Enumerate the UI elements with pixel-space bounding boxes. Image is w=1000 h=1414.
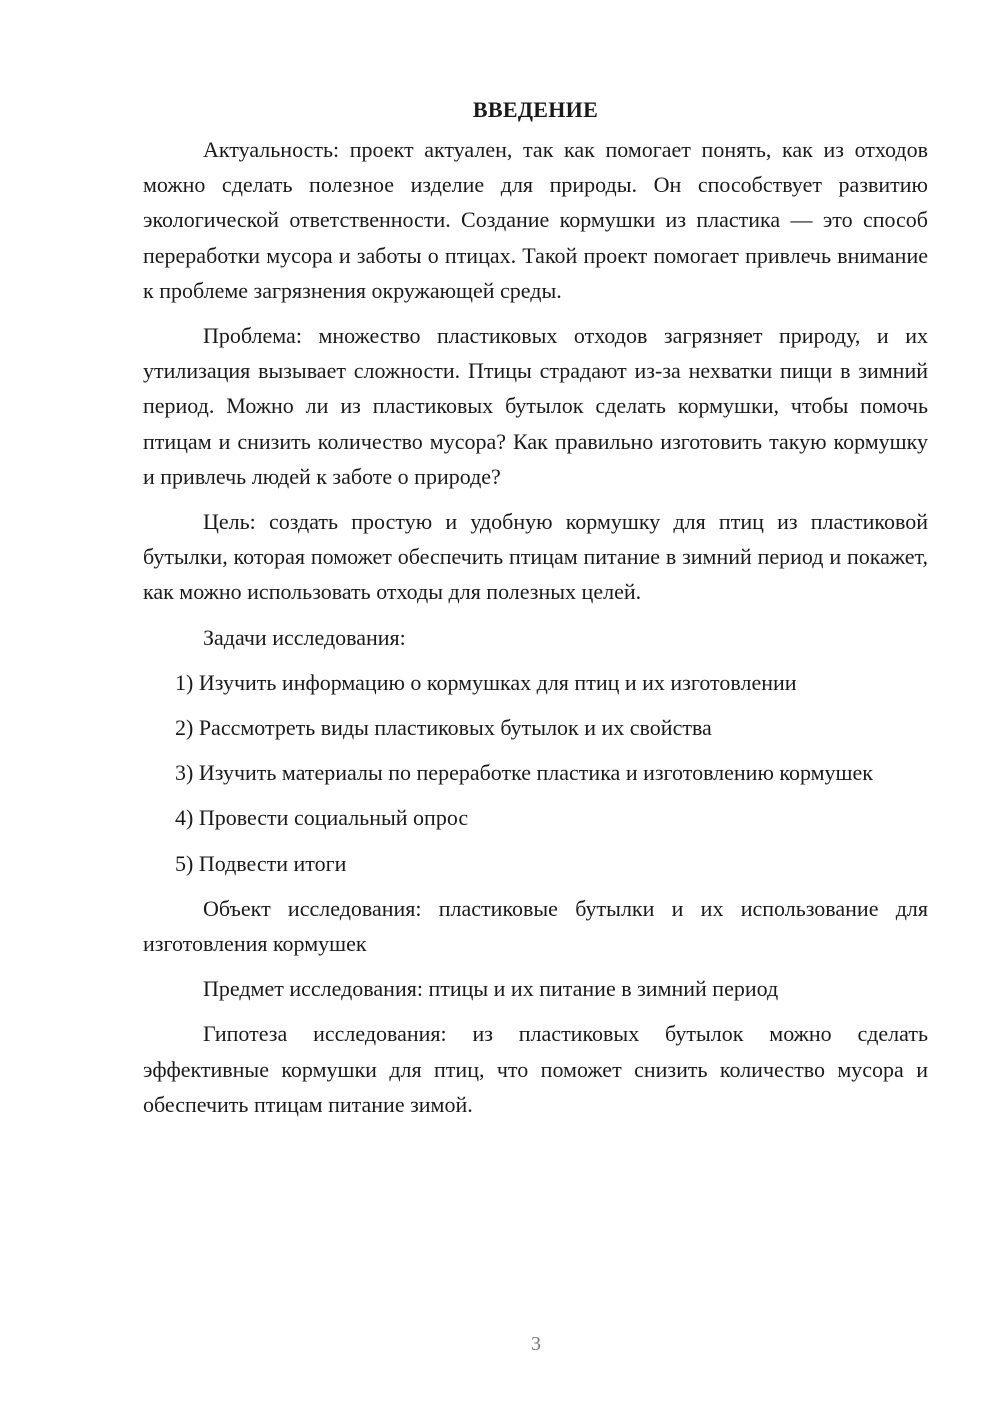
task-item-5: 5) Подвести итоги [175,850,347,876]
task-item-3: 3) Изучить материалы по переработке пластика и изготовлению кормушек [175,760,873,786]
task-item-2: 2) Рассмотреть виды пластиковых бутылок и их свойства [175,715,712,741]
goal-paragraph: Цель: создать простую и удобную кормушку для птиц из пластиковой бутылки, которая поможет обеспечить птицам питание в зимний период и покажет, как можно использовать отходы для полезных целей. [143,509,928,605]
relevance-paragraph: Актуальность: проект актуален, так как помогает понять, как из отходов можно сделать полезное изделие для природы. Он способствует развитию экологической ответственности. Создание кормушки из пластика — это способ переработки мусора и заботы о птицах. Такой проект помогает привлечь внимание к проблеме загрязнения окружающей среды. [143,137,928,303]
task-item-4: 4) Провести социальный опрос [175,805,469,831]
page-content [143,92,928,1132]
tasks-heading: Задачи исследования: [203,624,406,650]
section-title: ВВЕДЕНИЕ [472,97,599,122]
task-item-1: 1) Изучить информацию о кормушках для птиц и их изготовлении [175,669,797,695]
object-paragraph: Объект исследования: пластиковые бутылки и их использование для изготовления кормушек [143,895,928,957]
problem-paragraph: Проблема: множество пластиковых отходов загрязняет природу, и их утилизация вызывает сложности. Птицы страдают из-за нехватки пищи в зимний период. Можно ли из пластиковых бутылок сделать кормушки, чтобы помочь птицам и снизить количество мусора? Как правильно изготовить такую кормушку и привлечь людей к заботе о природе? [143,323,928,489]
page-number: 3 [531,1333,541,1355]
hypothesis-paragraph: Гипотеза исследования: из пластиковых бутылок можно сделать эффективные кормушки для птиц, что поможет снизить количество мусора и обеспечить птицам питание зимой. [143,1021,928,1117]
subject-paragraph: Предмет исследования: птицы и их питание в зимний период [203,976,779,1002]
